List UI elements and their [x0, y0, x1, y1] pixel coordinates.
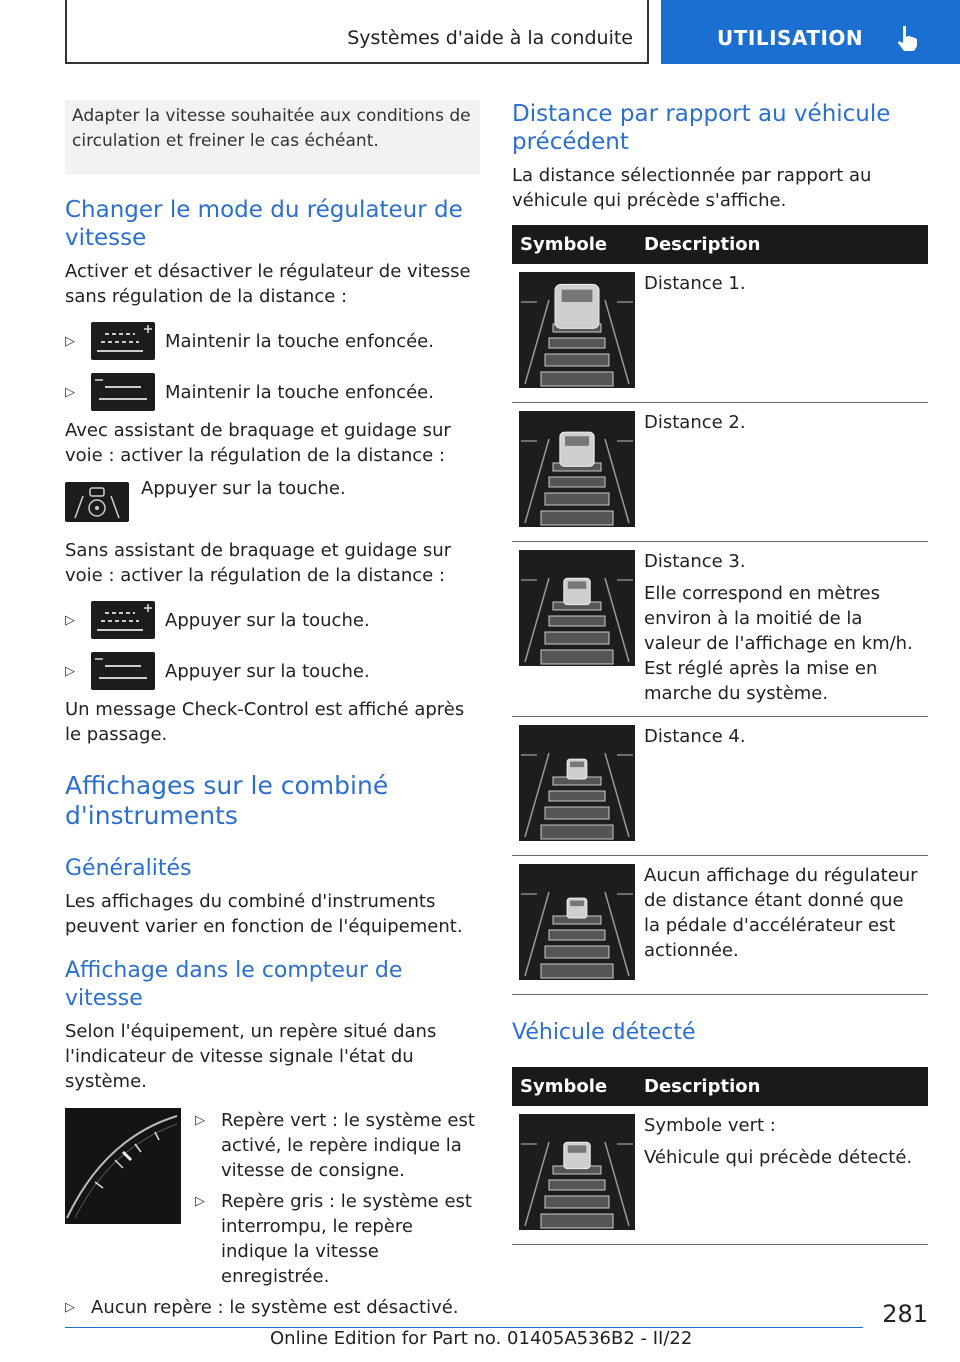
distance-minus-button-icon — [91, 652, 155, 690]
distance-3-symbol — [519, 550, 635, 666]
list-item-hold-minus — [65, 373, 480, 411]
hand-pointer-icon — [894, 24, 920, 52]
para-check-control: Un message Check-Control est affiché après le passage. — [65, 699, 465, 745]
footer-edition: Online Edition for Part no. 01405A536B2 - II/22 — [270, 1328, 693, 1349]
row-description-detail: Elle correspond en mètres environ à la moitié de la valeur de l'affichage en km/h. Est réglé après la mise en marche du système. — [644, 583, 913, 704]
row-description: Distance 2. — [644, 412, 746, 433]
para-general: Les affichages du combiné d'instruments peuvent varier en fonction de l'équipement. — [65, 891, 463, 937]
list-item-text: Appuyer sur la touche. — [165, 660, 370, 682]
table-header-description: Description — [636, 1067, 928, 1106]
table-row — [512, 264, 928, 403]
vehicle-detected-symbol — [519, 1114, 635, 1230]
distance-minus-button-icon — [91, 373, 155, 411]
header-section-box — [65, 0, 649, 64]
list-item-text: Maintenir la touche enfoncée. — [165, 381, 434, 403]
header-section-title: Systèmes d'aide à la conduite — [347, 27, 633, 49]
list-item-text: Maintenir la touche enfoncée. — [165, 330, 434, 352]
right-column — [512, 100, 928, 1245]
warning-note — [65, 100, 480, 174]
distance-1-symbol — [519, 272, 635, 388]
table-row — [512, 717, 928, 856]
table-row — [512, 403, 928, 542]
no-distance-symbol — [519, 864, 635, 980]
warning-note-text: Adapter la vitesse souhaitée aux conditions de circulation et freiner le cas échéant. — [72, 106, 471, 151]
list-item-press-plus — [65, 601, 480, 639]
assist-press-text: Appuyer sur la touche. — [141, 478, 346, 499]
list-item-text: Appuyer sur la touche. — [165, 609, 370, 631]
header-chapter-box — [661, 0, 960, 64]
left-column — [65, 100, 480, 1320]
triangle-bullet-icon: ▷ — [195, 1113, 205, 1128]
para-with-assistant: Avec assistant de braquage et guidage sur voie : activer la régulation de la distance : — [65, 420, 451, 466]
distance-plus-button-icon — [91, 601, 155, 639]
steering-assist-button-icon — [65, 482, 129, 522]
list-item-text: Aucun repère : le système est désactivé. — [91, 1297, 459, 1318]
table-header-symbol: Symbole — [512, 1067, 636, 1106]
speedometer-block — [65, 1108, 480, 1289]
triangle-bullet-icon: ▷ — [65, 1300, 75, 1315]
table-row — [512, 542, 928, 717]
row-description: Aucun affichage du régulateur de distance étant donné que la pédale d'accélérateur est actionnée. — [644, 865, 918, 961]
row-description: Distance 1. — [644, 273, 746, 294]
heading-displays: Affichages sur le combiné d'instruments — [65, 771, 389, 830]
table-header-symbol: Symbole — [512, 225, 636, 264]
row-description-detail: Véhicule qui précède détecté. — [644, 1147, 913, 1168]
list-item-text: Repère vert : le système est activé, le repère indique la vitesse de consigne. — [221, 1110, 475, 1181]
assist-press-row — [65, 476, 480, 522]
list-item-text: Repère gris : le système est interrompu, le repère indique la vitesse enregistrée. — [221, 1191, 472, 1287]
heading-change-mode: Changer le mode du régulateur de vitesse — [65, 197, 463, 251]
detected-table — [512, 1067, 928, 1245]
speedometer-list — [195, 1108, 480, 1289]
para-change-mode: Activer et désactiver le régulateur de vitesse sans régulation de la distance : — [65, 261, 471, 307]
triangle-bullet-icon: ▷ — [195, 1194, 205, 1209]
speedometer-image — [65, 1108, 181, 1224]
table-row — [512, 856, 928, 995]
row-description: Symbole vert : — [644, 1115, 776, 1136]
para-speedometer: Selon l'équipement, un repère situé dans l'indicateur de vitesse signale l'état du système. — [65, 1021, 437, 1092]
para-distance: La distance sélectionnée par rapport au véhicule qui précède s'affiche. — [512, 165, 872, 211]
table-header-description: Description — [636, 225, 928, 264]
heading-general: Généralités — [65, 856, 192, 881]
heading-speedometer: Affichage dans le compteur de vitesse — [65, 958, 403, 1011]
list-item-hold-plus — [65, 322, 480, 360]
heading-distance: Distance par rapport au véhicule précédent — [512, 101, 891, 155]
distance-4-symbol — [519, 725, 635, 841]
page-number: 281 — [882, 1300, 928, 1328]
row-description: Distance 3. — [644, 551, 746, 572]
list-item-green-mark — [195, 1108, 480, 1183]
heading-vehicle-detected: Véhicule détecté — [512, 1020, 696, 1045]
distance-plus-button-icon — [91, 322, 155, 360]
para-without-assistant: Sans assistant de braquage et guidage sur voie : activer la régulation de la distance : — [65, 540, 452, 586]
list-item-no-mark — [65, 1295, 480, 1320]
distance-2-symbol — [519, 411, 635, 527]
row-description: Distance 4. — [644, 726, 746, 747]
header-chapter-title: UTILISATION — [717, 26, 864, 50]
triangle-bullet-icon: ▷ — [65, 612, 75, 628]
list-item-grey-mark — [195, 1189, 480, 1289]
triangle-bullet-icon: ▷ — [65, 384, 75, 400]
triangle-bullet-icon: ▷ — [65, 663, 75, 679]
table-row — [512, 1106, 928, 1245]
list-item-press-minus — [65, 652, 480, 690]
triangle-bullet-icon: ▷ — [65, 333, 75, 349]
distance-table — [512, 225, 928, 995]
